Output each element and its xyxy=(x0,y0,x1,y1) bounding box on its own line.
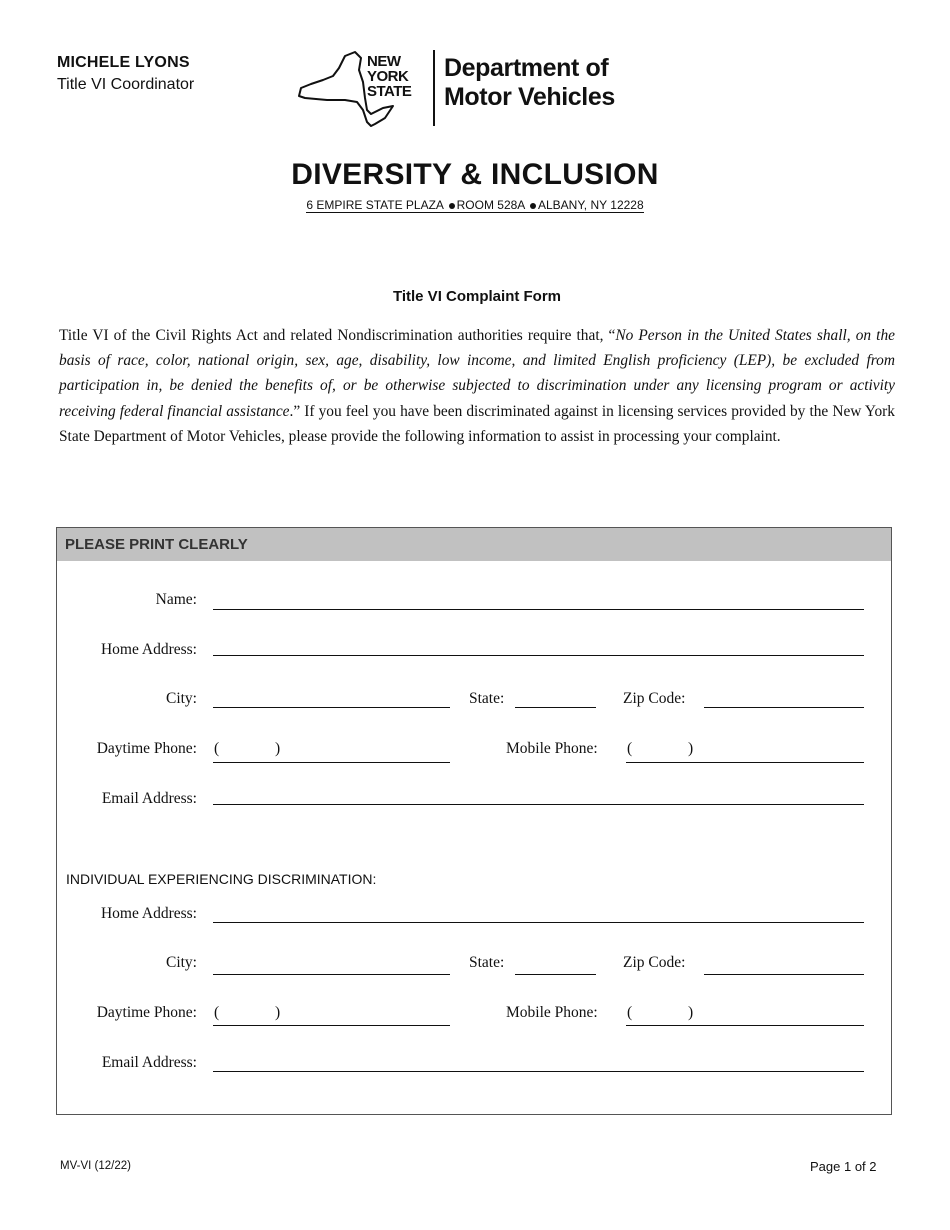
individual-home-address-field[interactable] xyxy=(213,922,864,923)
page-number: Page 1 of 2 xyxy=(810,1159,877,1174)
area-code-open-paren: ( xyxy=(627,1004,633,1021)
daytime-phone-field[interactable] xyxy=(213,762,450,763)
daytime-phone-label: Daytime Phone: xyxy=(96,740,197,757)
individual-section-heading: INDIVIDUAL EXPERIENCING DISCRIMINATION: xyxy=(66,871,377,887)
individual-state-label: State: xyxy=(469,954,505,971)
email-address-field[interactable] xyxy=(213,804,864,805)
individual-mobile-phone-field[interactable] xyxy=(626,1025,864,1026)
individual-mobile-phone-label: Mobile Phone: xyxy=(506,1004,598,1021)
city-label: City: xyxy=(165,690,197,707)
mobile-phone-label: Mobile Phone: xyxy=(506,740,598,757)
coordinator-title: Title VI Coordinator xyxy=(57,76,195,93)
individual-email-address-field[interactable] xyxy=(213,1071,864,1072)
print-clearly-label: PLEASE PRINT CLEARLY xyxy=(65,536,248,553)
nys-word: NEW xyxy=(367,53,401,70)
home-address-label: Home Address: xyxy=(100,641,197,658)
area-code-close-paren: ) xyxy=(688,740,694,757)
coordinator-name: MICHELE LYONS xyxy=(57,54,190,71)
nys-dmv-logo xyxy=(297,48,647,130)
logo-divider xyxy=(433,50,435,126)
individual-home-address-label: Home Address: xyxy=(100,905,197,922)
area-code-close-paren: ) xyxy=(275,740,281,757)
dmv-line: Motor Vehicles xyxy=(444,83,615,111)
state-field[interactable] xyxy=(515,707,596,708)
area-code-close-paren: ) xyxy=(688,1004,694,1021)
bullet-separator xyxy=(530,203,536,209)
page-title: DIVERSITY & INCLUSION xyxy=(291,158,659,191)
nys-word: STATE xyxy=(367,83,412,100)
area-code-open-paren: ( xyxy=(627,740,633,757)
form-title: Title VI Complaint Form xyxy=(392,288,562,305)
name-field[interactable] xyxy=(213,609,864,610)
office-address xyxy=(0,198,950,213)
individual-zip-code-field[interactable] xyxy=(704,974,864,975)
address-street: 6 EMPIRE STATE PLAZA xyxy=(306,198,444,212)
area-code-open-paren: ( xyxy=(214,1004,220,1021)
form-section-header xyxy=(57,528,891,561)
area-code-close-paren: ) xyxy=(275,1004,281,1021)
state-label: State: xyxy=(469,690,505,707)
form-id: MV-VI (12/22) xyxy=(60,1160,131,1172)
complaint-form xyxy=(56,527,892,1115)
city-field[interactable] xyxy=(213,707,450,708)
zip-code-label: Zip Code: xyxy=(623,690,686,707)
name-label: Name: xyxy=(155,591,197,608)
individual-email-address-label: Email Address: xyxy=(101,1054,197,1071)
intro-tail: .” If you feel you have been discriminated against in licensing services provided by the New York State Department of Motor Vehicles, please provide the following information to assist in processing your complaint. xyxy=(59,402,895,445)
intro-paragraph xyxy=(59,323,895,449)
individual-daytime-phone-label: Daytime Phone: xyxy=(96,1004,197,1021)
individual-city-field[interactable] xyxy=(213,974,450,975)
dmv-line: Department of xyxy=(444,54,609,82)
nys-word: YORK xyxy=(367,68,409,85)
home-address-field[interactable] xyxy=(213,655,864,656)
address-city: ALBANY, NY 12228 xyxy=(538,198,644,212)
dmv-wordmark xyxy=(444,54,615,112)
intro-quote: No Person in the United States shall, on the basis of race, color, national origin, sex, age, disability, low income, and limited English proficiency (LEP), be excluded from participation in, be denied the benefits of, or be otherwise subjected to discrimination under any licensing program or activity receiving federal financial assistance xyxy=(59,327,895,420)
bullet-separator xyxy=(449,203,455,209)
intro-lead: Title VI of the Civil Rights Act and related Nondiscrimination authorities require that, “ xyxy=(59,327,616,344)
mobile-phone-field[interactable] xyxy=(626,762,864,763)
area-code-open-paren: ( xyxy=(214,740,220,757)
individual-daytime-phone-field[interactable] xyxy=(213,1025,450,1026)
individual-zip-code-label: Zip Code: xyxy=(623,954,686,971)
email-address-label: Email Address: xyxy=(101,790,197,807)
zip-code-field[interactable] xyxy=(704,707,864,708)
nys-wordmark xyxy=(367,54,411,99)
individual-state-field[interactable] xyxy=(515,974,596,975)
individual-city-label: City: xyxy=(165,954,197,971)
address-room: ROOM 528A xyxy=(456,198,525,212)
